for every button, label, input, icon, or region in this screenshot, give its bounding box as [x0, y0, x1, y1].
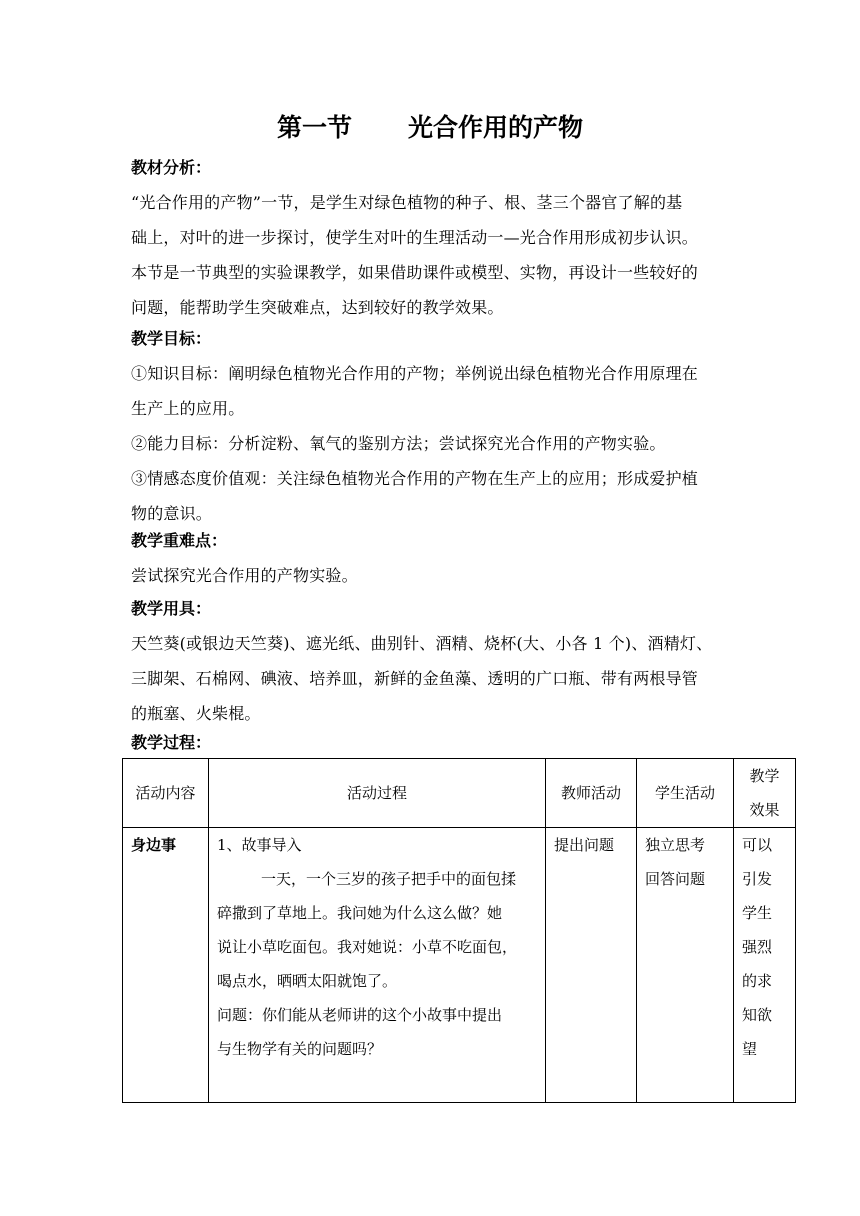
row-student: [637, 828, 734, 1103]
process-line: 与生物学有关的问题吗？: [217, 1040, 383, 1058]
analysis-line: “光合作用的产物”一节，是学生对绿色植物的种子、根、茎三个器官了解的基: [131, 193, 683, 212]
goals-text: [131, 356, 731, 531]
effect-line: 的求: [742, 972, 773, 990]
tools-text: [131, 626, 731, 731]
student-line: 回答问题: [645, 870, 706, 888]
header-effect-line: 教学: [749, 767, 780, 785]
analysis-text: [131, 185, 731, 325]
tools-section: [131, 592, 731, 731]
process-line: 1、故事导入: [217, 836, 302, 854]
effect-line: 可以: [742, 836, 773, 854]
effect-line: 学生: [742, 904, 773, 922]
process-line: 碎撒到了草地上。我问她为什么这么做？她: [217, 904, 503, 922]
effect-line: 强烈: [742, 938, 773, 956]
row-content: 身边事: [123, 828, 209, 1103]
tools-line: 三脚架、石棉网、碘液、培养皿，新鲜的金鱼藻、透明的广口瓶、带有两根导管: [131, 669, 699, 688]
header-effect-line: 效果: [749, 801, 780, 819]
analysis-section: [131, 151, 731, 325]
tools-line: 的瓶塞、火柴棍。: [131, 704, 261, 723]
goals-line: ②能力目标：分析淀粉、氧气的鉴别方法；尝试探究光合作用的产物实验。: [131, 434, 666, 453]
process-heading: 教学过程：: [131, 733, 212, 752]
process-table: [122, 758, 796, 1103]
header-teacher: 教师活动: [546, 759, 637, 828]
analysis-line: 础上，对叶的进一步探讨，使学生对叶的生理活动一—光合作用形成初步认识。: [131, 228, 699, 247]
page-title: [0, 112, 860, 144]
process-line: 一天，一个三岁的孩子把手中的面包揉: [261, 870, 517, 888]
difficulty-heading: 教学重难点：: [131, 531, 228, 550]
header-student: 学生活动: [637, 759, 734, 828]
analysis-line: 本节是一节典型的实验课教学，如果借助课件或模型、实物，再设计一些较好的: [131, 263, 699, 282]
table-row: [123, 828, 796, 1103]
goals-line: ①知识目标：阐明绿色植物光合作用的产物；举例说出绿色植物光合作用原理在: [131, 364, 699, 383]
process-line: 喝点水，晒晒太阳就饱了。: [217, 972, 398, 990]
header-content: 活动内容: [123, 759, 209, 828]
difficulty-section: [131, 524, 731, 593]
table-header-row: [123, 759, 796, 828]
goals-line: 物的意识。: [131, 504, 213, 523]
analysis-line: 问题，能帮助学生突破难点，达到较好的教学效果。: [131, 298, 504, 317]
student-line: 独立思考: [645, 836, 706, 854]
process-section: [131, 726, 731, 760]
row-effect: [734, 828, 796, 1103]
row-teacher: 提出问题: [546, 828, 637, 1103]
goals-heading: 教学目标：: [131, 329, 212, 348]
tools-line: 天竺葵(或银边天竺葵)、遮光纸、曲别针、酒精、烧杯(大、小各 1 个)、酒精灯、: [131, 634, 713, 653]
tools-heading: 教学用具：: [131, 599, 212, 618]
effect-line: 知欲: [742, 1006, 773, 1024]
goals-line: 生产上的应用。: [131, 399, 245, 418]
goals-line: ③情感态度价值观：关注绿色植物光合作用的产物在生产上的应用；形成爱护植: [131, 469, 699, 488]
difficulty-text: [131, 558, 731, 593]
header-process: 活动过程: [209, 759, 546, 828]
row-process: [209, 828, 546, 1103]
title-section-number: 第一节: [276, 113, 352, 142]
difficulty-line: 尝试探究光合作用的产物实验。: [131, 566, 358, 585]
title-topic: 光合作用的产物: [408, 113, 584, 142]
goals-section: [131, 322, 731, 531]
effect-line: 望: [742, 1040, 758, 1058]
effect-line: 引发: [742, 870, 773, 888]
process-line: 说让小草吃面包。我对她说：小草不吃面包，: [217, 938, 518, 956]
analysis-heading: 教材分析：: [131, 158, 212, 177]
header-effect: [734, 759, 796, 828]
process-line: 问题：你们能从老师讲的这个小故事中提出: [217, 1006, 503, 1024]
